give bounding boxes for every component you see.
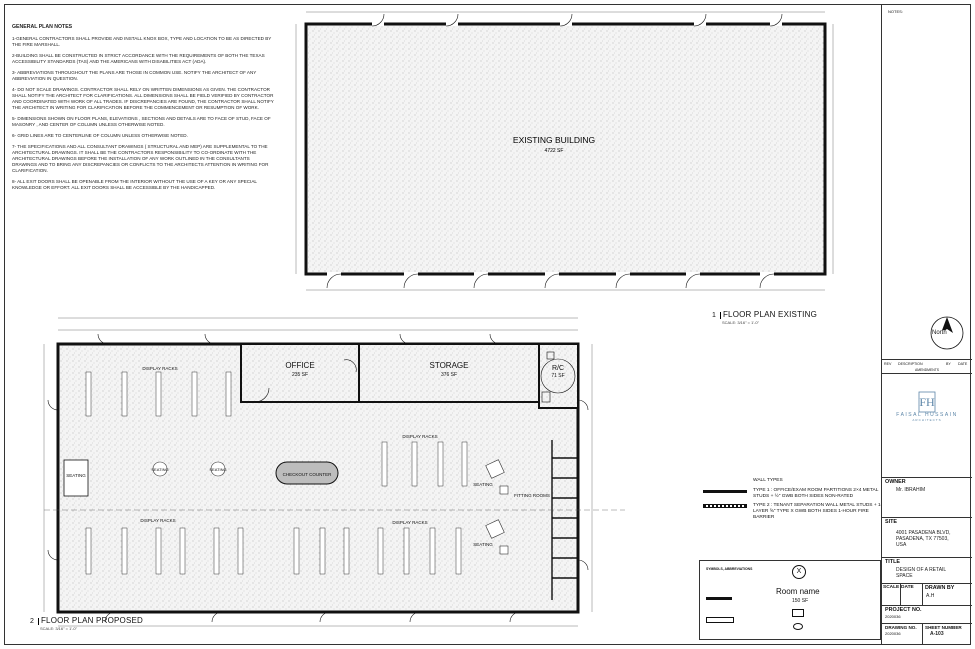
title-block xyxy=(881,4,972,645)
display-racks-label-2: DISPLAY RACKS xyxy=(402,434,438,439)
scale-cell xyxy=(882,584,901,605)
checkout-label: CHECKOUT COUNTER xyxy=(282,472,332,477)
seating-label-1: SEATING xyxy=(66,473,86,478)
tb-notes-cell xyxy=(882,4,972,360)
seating-label-3: SEATING xyxy=(209,467,227,472)
notes-heading: GENERAL PLAN NOTES xyxy=(12,24,73,30)
office-area: 235 SF xyxy=(291,372,309,378)
existing-room-name: EXISTING BUILDING xyxy=(512,135,596,145)
scale-label: SCALE xyxy=(883,585,900,590)
title-value: DESIGN OF A RETAIL SPACE xyxy=(896,567,947,579)
existing-room-area: 4722 SF xyxy=(544,148,564,154)
tb-revision-row xyxy=(882,360,972,374)
tb-desc: DESCRIPTION xyxy=(898,362,923,366)
symbol-wall-line xyxy=(706,597,732,600)
wall-type-1-text: TYPE 1 : OFFICE/EXAM ROOM PARTITIONS 2×4 METAL STUDS + ½" GWB BOTH SIDES NON-RATED xyxy=(753,487,879,499)
fitting-rooms-label: FITTING ROOMS xyxy=(514,493,550,498)
north-label: North xyxy=(932,330,947,336)
tb-project-row xyxy=(882,606,972,624)
title-label: TITLE xyxy=(885,559,900,565)
display-racks-label-4: DISPLAY RACKS xyxy=(392,520,428,525)
logo-initials: FH xyxy=(919,395,935,409)
note-5: 5- DIMENSIONS SHOWN ON FLOOR PLANS, ELEVATIONS , SECTIONS AND DETAILS ARE TO FACE OF STUD, FACE OF MASONRY , AND CENTER OF COLUMN UNLESS OTHERWISE NOTED. xyxy=(12,116,271,127)
date-cell xyxy=(900,584,923,605)
wall-type-2 xyxy=(703,503,883,520)
tb-scale-row xyxy=(882,584,972,606)
seating-label-5: SEATING xyxy=(473,542,493,547)
symbols-legend xyxy=(699,560,881,640)
wall-type-2-text: TYPE 2 : TENANT SEPARATION WALL METAL STUDS + 1-LAYER ⅝" TYPE X GWB BOTH SIDES 1-HOUR FIRE BARRIER xyxy=(753,503,883,520)
seating-label-4: SEATING xyxy=(473,482,493,487)
drawn-cell xyxy=(922,584,972,605)
restroom-area: 71 SF xyxy=(551,373,565,379)
symbol-grid-mark: X xyxy=(792,565,806,579)
tb-date: DATE xyxy=(958,362,968,366)
drawn-value: A.H xyxy=(926,593,935,599)
tb-amendments: AMENDMENTS xyxy=(914,368,940,372)
date-label: DATE xyxy=(901,585,914,590)
existing-plan-number: 1 xyxy=(708,312,721,319)
note-8: 8- ALL EXIT DOORS SHALL BE OPENABLE FROM THE INTERIOR WITHOUT THE USE OF A KEY OR ANY SPECIAL KNOWLEDGE OR EFFORT. ALL EXIT DOORS SHALL BE ACCESSIBLE BY THE HANDICAPPED. xyxy=(12,179,257,190)
symbol-room-name: Room name xyxy=(776,587,820,596)
existing-plan-label: FLOOR PLAN EXISTING xyxy=(722,310,817,319)
logo-sub: ARCHITECTS xyxy=(912,418,942,422)
symbol-tag-oval xyxy=(793,623,803,630)
logo-name: FAISAL HUSSAIN xyxy=(896,412,958,418)
office-label: OFFICE xyxy=(285,361,315,370)
display-racks-label-3: DISPLAY RACKS xyxy=(140,518,176,523)
site-value: 4001 PASADENA BLVD, PASADENA, TX 77503, USA xyxy=(896,530,951,548)
proposed-plan-label: FLOOR PLAN PROPOSED xyxy=(40,616,143,625)
storage-area: 376 SF xyxy=(440,372,458,378)
drawing-label: DRAWING NO. xyxy=(885,625,917,630)
symbols-header: SYMBOLS, ABBREVIATIONS xyxy=(706,567,753,571)
symbol-wall-box xyxy=(706,617,734,623)
tb-revision-headers xyxy=(882,360,972,368)
project-label: PROJECT NO. xyxy=(885,607,922,613)
tb-site-cell xyxy=(882,518,972,558)
project-value: 2020036 xyxy=(885,614,901,619)
proposed-floor-plan xyxy=(44,318,625,626)
sheet-value: A-103 xyxy=(930,631,944,637)
existing-plan-title xyxy=(708,310,817,325)
wall-type-1 xyxy=(703,488,883,500)
tb-drawing-row xyxy=(882,624,972,645)
display-racks-label-1: DISPLAY RACKS xyxy=(142,366,178,371)
tb-by: BY xyxy=(946,362,951,366)
tb-notes-label: NOTES: xyxy=(888,9,903,14)
symbol-room-area: 150 SF xyxy=(792,598,809,604)
wall-types-legend xyxy=(703,478,883,525)
seating-booth xyxy=(64,460,88,496)
existing-building-outline xyxy=(306,24,825,274)
owner-label: OWNER xyxy=(885,479,906,485)
symbol-tag-box xyxy=(792,609,804,617)
drawn-label: DRAWN BY xyxy=(925,585,955,591)
owner-value: Mr. IBRAHIM xyxy=(896,487,926,493)
tb-logo-cell xyxy=(882,380,972,478)
restroom-label: R/C xyxy=(551,365,565,372)
existing-floor-plan xyxy=(296,12,833,290)
note-6: 6- GRID LINES ARE TO CENTERLINE OF COLUMN UNLESS OTHERWISE NOTED. xyxy=(12,133,188,138)
wall-type-2-swatch xyxy=(703,504,747,508)
drawing-value: 2020036 xyxy=(885,631,901,636)
tb-title-cell xyxy=(882,558,972,584)
note-4: 4- DO NOT SCALE DRAWINGS. CONTRACTOR SHALL RELY ON WRITTEN DIMENSIONS AS GIVEN. THE CONTRACTOR SHALL NOTIFY THE ARCHITECT FOR CLARIFICATIONS. ALL DIMENSIONS SHALL BE FIELD VERIFIED BY CONTRACTOR AND COORDINATED WITH WORK OF ALL TRADES. IF DISCREPANCIES ARE FOUND, THE CONTRACTOR SHALL NOTIFY THE ARCHITECT IN WRITING FOR CLARIFICATION BEFORE THE COMMENCEMENT OR RESUMPTION OF WORK. xyxy=(12,87,274,110)
tb-owner-cell xyxy=(882,478,972,518)
seating-label-2: SEATING xyxy=(151,467,169,472)
existing-plan-scale: SCALE: 3/16" = 1'-0" xyxy=(722,320,760,325)
tb-rev: REV xyxy=(884,362,892,366)
site-label: SITE xyxy=(885,519,897,525)
note-2: 2-BUILDING SHALL BE CONSTRUCTED IN STRICT ACCORDANCE WITH THE REQUIREMENTS OF BOTH THE TEXAS ACCESSIBILITY STANDARDS (TAS) AND THE AMERICANS WITH DISABILITIES ACT (ADA). xyxy=(12,53,265,64)
storage-label: STORAGE xyxy=(429,361,469,370)
proposed-plan-number: 2 xyxy=(26,618,39,625)
proposed-plan-scale: SCALE: 3/16" = 1'-0" xyxy=(40,626,78,631)
proposed-plan-title xyxy=(26,616,143,631)
wall-type-1-swatch xyxy=(703,490,747,493)
wall-types-header: WALL TYPES xyxy=(753,478,783,483)
sheet-label: SHEET NUMBER xyxy=(925,625,962,630)
sheet-cell xyxy=(922,624,972,645)
note-3: 3- ABBREVIATIONS THROUGHOUT THE PLANS ARE THOSE IN COMMON USE. NOTIFY THE ARCHITECT OF ANY ABBREVIATION IN QUESTION. xyxy=(12,70,257,81)
note-1: 1-GENERAL CONTRACTORS SHALL PROVIDE AND INSTALL KNOX BOX, TYPE AND LOCATION TO BE AS DIRECTED BY THE FIRE MARSHALL. xyxy=(12,36,272,47)
note-7: 7- THE SPECIFICATIONS AND ALL CONSULTANT DRAWINGS ( STRUCTURAL AND MEP) ARE SUPPLEMENTAL TO THE ARCHITECTURAL DRAWINGS. IT SHALL BE THE CONTRACTORS RESPONSIBILITY TO CO-ORDINATE WITH THE ARCHITECTURAL DRAWINGS BEFORE THE INSTALLATION OF ANY WORK OUTLINED IN THE CONSULTANTS DRAWINGS AND TO BRING ANY DISCREPANCIES OR CONFLICTS TO THE ARCHITECTS ATTENTION IN WRITING FOR CLARIFICATION. xyxy=(12,144,269,173)
drawing-no-cell xyxy=(882,624,923,645)
